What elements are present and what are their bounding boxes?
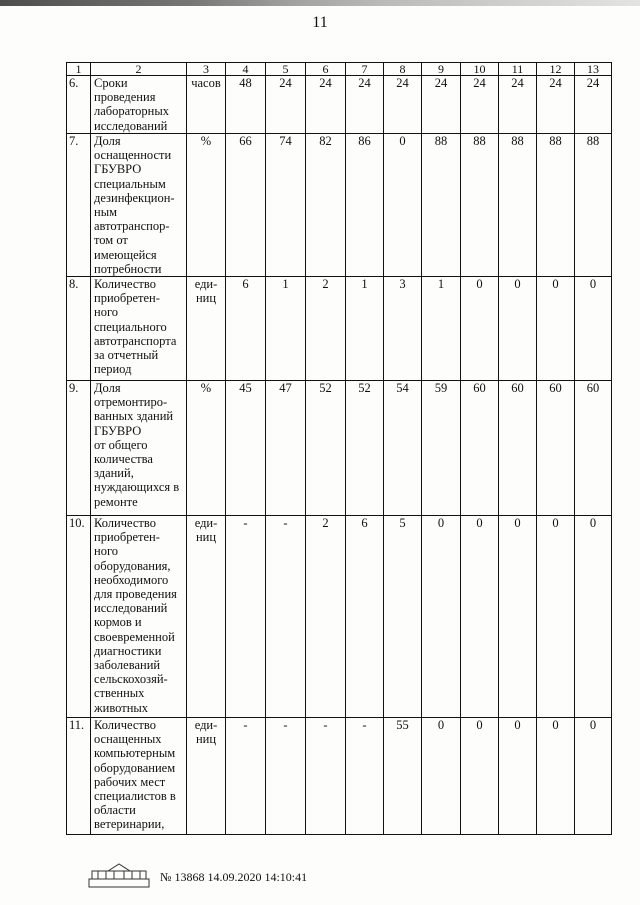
text-line: Количество	[94, 516, 156, 531]
text-line: специальным	[94, 176, 166, 191]
value-cell: 0	[499, 516, 537, 718]
column-number: 13	[575, 63, 612, 76]
value-cell: 0	[461, 277, 499, 381]
value-cell: 0	[384, 134, 422, 277]
value-cell: 88	[575, 134, 612, 277]
scan-top-edge	[0, 0, 640, 6]
value-cell: 0	[461, 718, 499, 835]
row-number: 9.	[67, 381, 91, 516]
value-cell: 24	[461, 76, 499, 134]
text-line: исследований	[94, 601, 168, 616]
text-line: области	[94, 803, 136, 818]
value-cell: 60	[575, 381, 612, 516]
header-row	[67, 63, 612, 76]
text-line: оснащенности	[94, 148, 172, 163]
value-cell: 82	[306, 134, 346, 277]
value-cell: -	[226, 516, 266, 718]
text-line: часов	[191, 76, 221, 90]
text-line: ванных зданий	[94, 409, 174, 424]
value-cell: 24	[306, 76, 346, 134]
text-line: зданий,	[94, 466, 134, 481]
text-line: автотранспор-	[94, 219, 170, 234]
value-cell: 1	[422, 277, 461, 381]
value-cell: 0	[499, 718, 537, 835]
text-line: приобретен-	[94, 291, 160, 306]
value-cell: 74	[266, 134, 306, 277]
text-line: отремонтиро-	[94, 395, 168, 410]
column-number: 12	[537, 63, 575, 76]
text-line: исследований	[94, 118, 168, 133]
value-cell: 86	[346, 134, 384, 277]
value-cell: 24	[537, 76, 575, 134]
indicator-name	[91, 134, 187, 277]
value-cell: 24	[575, 76, 612, 134]
value-cell: 24	[422, 76, 461, 134]
value-cell: 88	[422, 134, 461, 277]
value-cell: 60	[499, 381, 537, 516]
text-line: животных	[94, 700, 149, 715]
indicator-name	[91, 76, 187, 134]
value-cell: 0	[499, 277, 537, 381]
value-cell: 88	[499, 134, 537, 277]
value-cell: 5	[384, 516, 422, 718]
value-cell: -	[346, 718, 384, 835]
text-line: своевременной	[94, 629, 175, 644]
value-cell: 0	[537, 516, 575, 718]
text-line: еди-	[194, 516, 218, 531]
text-line: еди-	[194, 277, 218, 292]
unit-of-measure	[187, 76, 226, 134]
column-number: 7	[346, 63, 384, 76]
text-line: оборудования,	[94, 558, 171, 573]
text-line: имеющейся	[94, 247, 157, 262]
value-cell: 0	[422, 516, 461, 718]
table-row	[67, 516, 612, 718]
value-cell: 45	[226, 381, 266, 516]
column-number: 10	[461, 63, 499, 76]
value-cell: 0	[422, 718, 461, 835]
value-cell: 24	[346, 76, 384, 134]
row-number: 7.	[67, 134, 91, 277]
column-number: 1	[67, 63, 91, 76]
text-line: заболеваний	[94, 658, 161, 673]
value-cell: 3	[384, 277, 422, 381]
value-cell: 0	[537, 277, 575, 381]
row-number: 8.	[67, 277, 91, 381]
text-line: необходимого	[94, 572, 169, 587]
value-cell: 2	[306, 277, 346, 381]
row-number: 6.	[67, 76, 91, 134]
text-line: диагностики	[94, 643, 162, 658]
text-line: Количество	[94, 277, 156, 292]
table-row	[67, 718, 612, 835]
text-line: ремонте	[94, 494, 138, 509]
value-cell: 59	[422, 381, 461, 516]
text-line: нуждающихся в	[94, 480, 180, 495]
indicator-name	[91, 277, 187, 381]
column-number: 3	[187, 63, 226, 76]
value-cell: 2	[306, 516, 346, 718]
text-line: приобретен-	[94, 530, 160, 545]
text-line: для проведения	[94, 587, 177, 602]
row-number: 10.	[67, 516, 91, 718]
text-line: за отчетный	[94, 348, 159, 363]
text-line: ным	[94, 205, 117, 220]
text-line: ниц	[195, 291, 217, 306]
footer	[88, 862, 408, 890]
text-line: период	[94, 362, 132, 377]
row-number: 11.	[67, 718, 91, 835]
unit-of-measure	[187, 277, 226, 381]
value-cell: 55	[384, 718, 422, 835]
value-cell: 24	[499, 76, 537, 134]
value-cell: 66	[226, 134, 266, 277]
text-line: сельскохозяй-	[94, 672, 168, 687]
value-cell: 88	[461, 134, 499, 277]
table-row	[67, 381, 612, 516]
column-number: 2	[91, 63, 187, 76]
text-line: специалистов в	[94, 789, 176, 804]
text-line: %	[200, 381, 212, 396]
value-cell: 48	[226, 76, 266, 134]
text-line: ниц	[195, 530, 217, 545]
column-number: 5	[266, 63, 306, 76]
value-cell: 0	[575, 516, 612, 718]
text-line: количества	[94, 452, 153, 467]
value-cell: 24	[266, 76, 306, 134]
text-line: ГБУВРО	[94, 162, 142, 177]
unit-of-measure	[187, 718, 226, 835]
text-line: ного	[94, 544, 119, 559]
text-line: оснащенных	[94, 732, 162, 747]
text-line: Доля	[94, 381, 121, 396]
text-line: ГБУВРО	[94, 423, 142, 438]
value-cell: 54	[384, 381, 422, 516]
text-line: Сроки	[94, 76, 128, 90]
text-line: от общего	[94, 437, 148, 452]
government-building-logo	[88, 862, 150, 888]
value-cell: 0	[575, 718, 612, 835]
value-cell: 0	[537, 718, 575, 835]
text-line: ного	[94, 305, 119, 320]
registration-stamp: № 13868 14.09.2020 14:10:41	[160, 870, 308, 884]
value-cell: -	[306, 718, 346, 835]
text-line: рабочих мест	[94, 774, 166, 789]
text-line: проведения	[94, 90, 156, 105]
text-line: потребности	[94, 261, 162, 276]
text-line: %	[200, 134, 212, 148]
value-cell: 0	[461, 516, 499, 718]
text-line: ветеринарии,	[94, 817, 165, 832]
value-cell: 52	[306, 381, 346, 516]
value-cell: 1	[346, 277, 384, 381]
column-number: 11	[499, 63, 537, 76]
indicator-name	[91, 516, 187, 718]
text-line: том от	[94, 233, 128, 248]
unit-of-measure	[187, 134, 226, 277]
column-number: 8	[384, 63, 422, 76]
indicator-table	[66, 62, 612, 835]
text-line: оборудованием	[94, 760, 176, 775]
unit-of-measure	[187, 381, 226, 516]
column-number: 6	[306, 63, 346, 76]
value-cell: 6	[346, 516, 384, 718]
value-cell: -	[266, 718, 306, 835]
unit-of-measure	[187, 516, 226, 718]
text-line: специального	[94, 319, 167, 334]
value-cell: 88	[537, 134, 575, 277]
table-row	[67, 134, 612, 277]
text-line: компьютерным	[94, 746, 176, 761]
text-line: лабораторных	[94, 104, 170, 119]
text-line: Доля	[94, 134, 121, 148]
table-row	[67, 76, 612, 134]
value-cell: 60	[461, 381, 499, 516]
value-cell: 24	[384, 76, 422, 134]
text-line: ниц	[195, 732, 217, 747]
value-cell: 0	[575, 277, 612, 381]
column-number: 9	[422, 63, 461, 76]
value-cell: 47	[266, 381, 306, 516]
value-cell: 60	[537, 381, 575, 516]
text-line: Количество	[94, 718, 156, 733]
value-cell: -	[266, 516, 306, 718]
value-cell: 1	[266, 277, 306, 381]
value-cell: 52	[346, 381, 384, 516]
page-number: 11	[312, 14, 328, 31]
indicator-name	[91, 718, 187, 835]
text-line: кормов и	[94, 615, 142, 630]
value-cell: -	[226, 718, 266, 835]
value-cell: 6	[226, 277, 266, 381]
table-row	[67, 277, 612, 381]
text-line: дезинфекцион-	[94, 190, 175, 205]
indicator-name	[91, 381, 187, 516]
text-line: автотранспорта	[94, 333, 177, 348]
text-line: ственных	[94, 686, 145, 701]
column-number: 4	[226, 63, 266, 76]
text-line: еди-	[194, 718, 218, 733]
